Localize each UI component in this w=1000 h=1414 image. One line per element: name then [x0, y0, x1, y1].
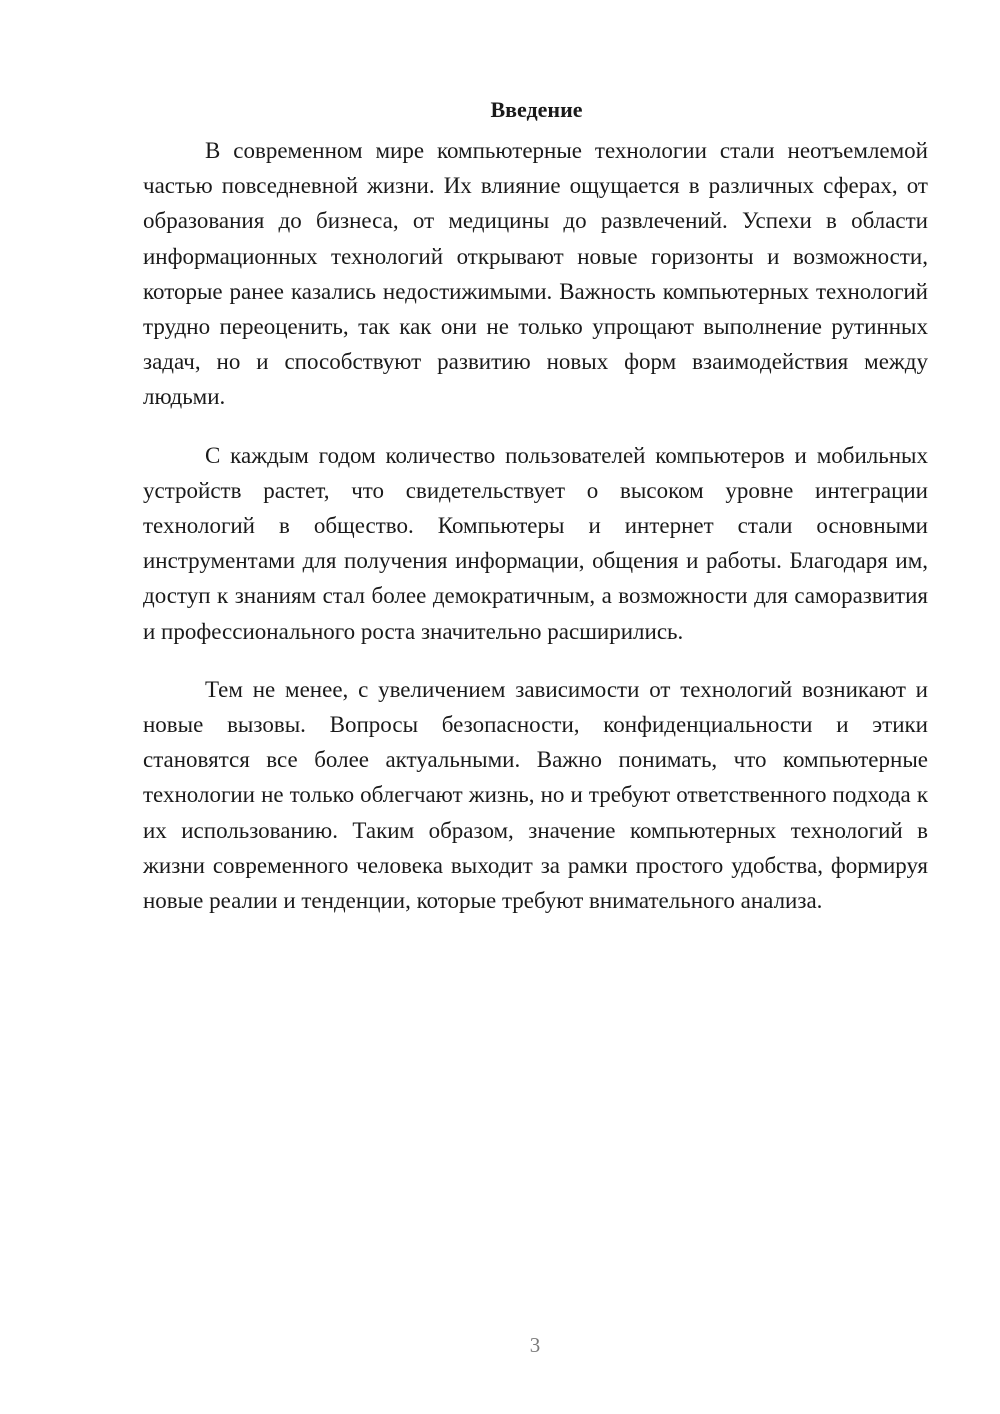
section-title: Введение — [490, 97, 583, 122]
paragraph-1: В современном мире компьютерные технологии стали неотъемлемой частью повседневной жизни. Их влияние ощущается в различных сферах, от образования до бизнеса, от медицины до развлечений. Успехи в области информационных технологий открывают новые горизонты и возможности, которые ранее казались недостижимыми. Важность компьютерных технологий трудно переоценить, так как они не только упрощают выполнение рутинных задач, но и способствуют развитию новых форм взаимодействия между людьми. — [143, 138, 928, 410]
paragraph-3: Тем не менее, с увеличением зависимости от технологий возникают и новые вызовы. Вопросы безопасности, конфиденциальности и этики становятся все более актуальными. Важно понимать, что компьютерные технологии не только облегчают жизнь, но и требуют ответственного подхода к их использованию. Таким образом, значение компьютерных технологий в жизни современного человека выходит за рамки простого удобства, формируя новые реалии и тенденции, которые требуют внимательного анализа. — [143, 676, 928, 914]
page-content — [143, 92, 928, 941]
page-number: 3 — [529, 1333, 541, 1357]
paragraph-2: С каждым годом количество пользователей компьютеров и мобильных устройств растет, что свидетельствует о высоком уровне интеграции технологий в общество. Компьютеры и интернет стали основными инструментами для получения информации, общения и работы. Благодаря им, доступ к знаниям стал более демократичным, а возможности для саморазвития и профессионального роста значительно расширились. — [143, 442, 928, 644]
